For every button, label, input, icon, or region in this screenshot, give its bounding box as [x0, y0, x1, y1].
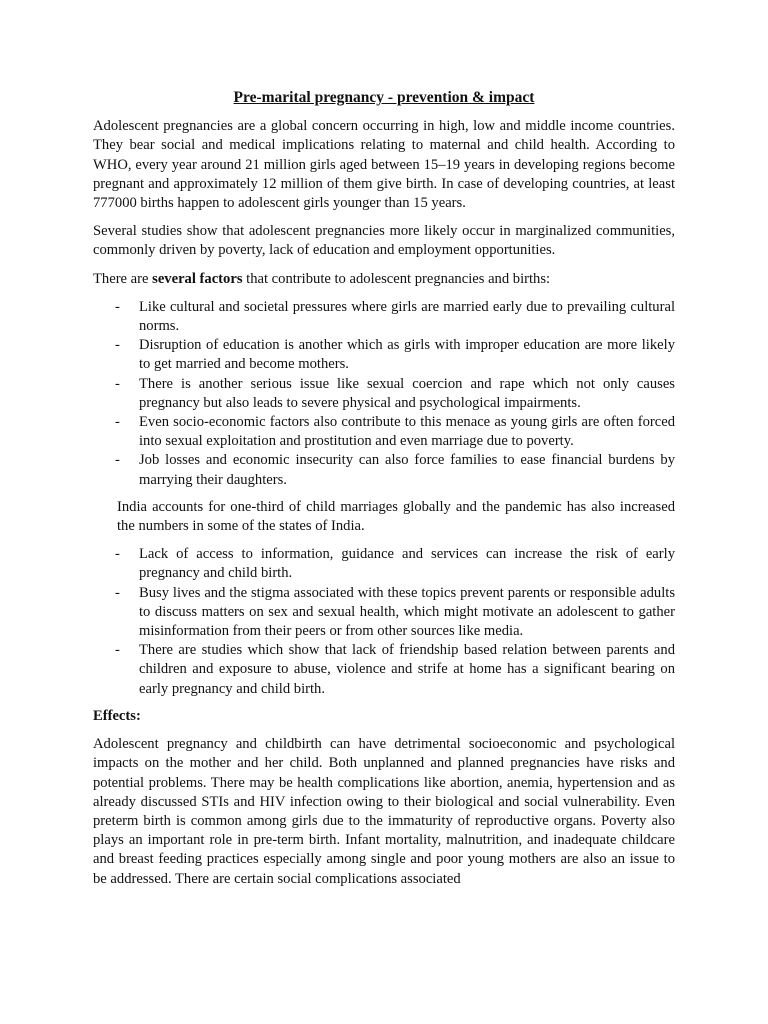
dash-bullet: -: [115, 375, 120, 392]
dash-bullet: -: [115, 298, 120, 315]
list-item-text: Like cultural and societal pressures where girls are married early due to prevailing cultural norms.: [139, 298, 675, 335]
list-item: [93, 584, 675, 642]
dash-bullet: -: [115, 414, 120, 431]
list-item-text: Job losses and economic insecurity can also force families to ease financial burdens by marrying their daughters.: [139, 452, 675, 488]
paragraph-factors: [93, 270, 675, 289]
dash-bullet: -: [115, 452, 120, 469]
list-item: [93, 641, 675, 699]
list-item: [93, 336, 675, 374]
factors-text-bold: several factors: [152, 270, 243, 287]
dash-bullet: -: [115, 337, 120, 354]
document-title: Pre-marital pregnancy - prevention & impact: [233, 89, 535, 106]
list-item: [93, 545, 675, 583]
list-item-text: There is another serious issue like sexual coercion and rape which not only causes pregnancy but also leads to severe physical and psychological impairments.: [139, 375, 675, 411]
dash-bullet: -: [115, 642, 120, 659]
dash-bullet: -: [115, 546, 120, 563]
list-item-text: There are studies which show that lack of friendship based relation between parents and children and exposure to abuse, violence and strife at home has a significant bearing on early pregnancy and child birth.: [139, 642, 675, 697]
dash-bullet: -: [115, 584, 120, 601]
effects-heading: Effects:: [93, 707, 141, 724]
contributing-list: [93, 545, 675, 699]
list-item: [93, 413, 675, 451]
list-item: [93, 451, 675, 489]
list-item-text: Busy lives and the stigma associated with these topics prevent parents or responsible adults to discuss matters on sex and sexual health, which might motivate an adolescent to gather misinformation from their peers or from other sources like media.: [139, 584, 675, 640]
paragraph-effects: Adolescent pregnancy and childbirth can have detrimental socioeconomic and psychological impacts on the mother and her child. Both unplanned and planned pregnancies have risks and potential problems. There may be health complications like abortion, anemia, hypertension and as already discussed STIs and HIV infection owing to their biological and social vulnerability. Even preterm birth is common among girls due to the immaturity of reproductive organs. Poverty also plays an important role in pre-term birth. Infant mortality, malnutrition, and inadequate childcare and breast feeding practices especially among single and poor young mothers are also an issue to be addressed. There are certain social complications associated: [93, 736, 675, 887]
list-item: [93, 298, 675, 336]
document-body: [93, 88, 675, 898]
list-item-text: Disruption of education is another which as girls with improper education are more likely to get married and become mothers.: [139, 337, 675, 373]
list-item-text: Even socio-economic factors also contribute to this menace as young girls are often forced into sexual exploitation and prostitution and even marriage due to poverty.: [139, 414, 675, 450]
list-item: [93, 375, 675, 413]
factors-text-before: There are: [93, 270, 153, 287]
paragraph-intro: Adolescent pregnancies are a global concern occurring in high, low and middle income countries. They bear social and medical implications relating to maternal and child health. According to WHO, every year around 21 million girls aged between 15–19 years in developing regions become pregnant and approximately 12 million of them give birth. In case of developing countries, at least 777000 births happen to adolescent girls younger than 15 years.: [93, 118, 675, 212]
factors-text-after: that contribute to adolescent pregnancies and births:: [242, 270, 551, 287]
list-item-text: Lack of access to information, guidance and services can increase the risk of early pregnancy and child birth.: [139, 546, 675, 582]
factors-list: [93, 298, 675, 490]
paragraph-marginalized: Several studies show that adolescent pregnancies more likely occur in marginalized communities, commonly driven by poverty, lack of education and employment opportunities.: [93, 223, 675, 259]
paragraph-india: India accounts for one-third of child marriages globally and the pandemic has also increased the numbers in some of the states of India.: [117, 498, 675, 535]
